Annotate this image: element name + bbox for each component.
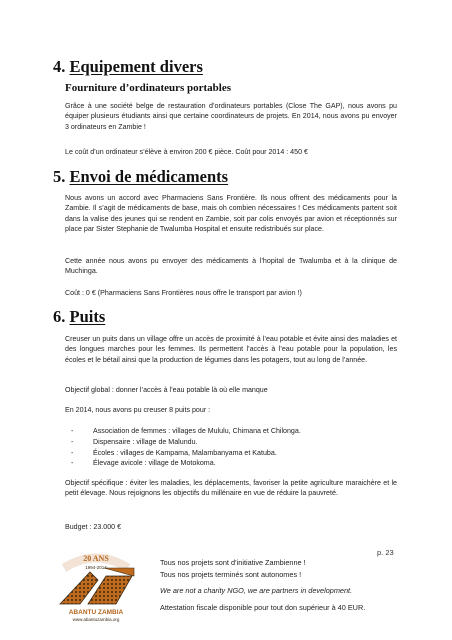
list-item: - Dispensaire : village de Malundu. <box>65 437 395 448</box>
wells-list <box>65 426 395 469</box>
list-item: - Écoles : villages de Kampama, Malambanyama et Katuba. <box>65 448 395 459</box>
logo-years: 1994-2014 <box>85 565 107 570</box>
page-number: p. 23 <box>377 548 394 557</box>
section-5-paragraph-3: Coût : 0 € (Pharmaciens Sans Frontières nous offre le transport par avion !) <box>65 289 302 297</box>
section-5-paragraph-2: Cette année nous avons pu envoyer des médicaments à l’hopital de Twalumba et à la clinique de Muchinga. <box>65 257 397 276</box>
section-5-number: 5. <box>53 167 66 186</box>
section-6-title: Puits <box>69 307 106 326</box>
footer-line-1: Tous nos projets sont d’initiative Zambienne ! <box>160 558 306 567</box>
section-4-paragraph-2: Le coût d’un ordinateur s’élève à environ 200 € pièce. Coût pour 2014 : 450 € <box>65 148 308 156</box>
section-5-paragraph-1: Nous avons un accord avec Pharmaciens Sans Frontière. Ils nous offrent des médicaments pour la Zambie. Il s’agit de médicaments de base, mais oh combien nécessaires ! Ces médicaments partent soit dans la valise des jeunes qui se rendent en Zambie, soit par colis envoyés par avion et réceptionnés sur place par Sister Stephanie de Twalumba Hospital et ensuite redistribués sur place. <box>65 194 397 234</box>
section-6-heading <box>53 307 105 327</box>
logo-name: ABANTU ZAMBIA <box>68 609 124 616</box>
section-6-number: 6. <box>53 307 66 326</box>
section-6-paragraph-3: En 2014, nous avons pu creuser 8 puits pour : <box>65 406 211 414</box>
footer-line-4: Attestation fiscale disponible pour tout don supérieur à 40 EUR. <box>160 603 366 612</box>
section-6-paragraph-2: Objectif global : donner l’accès à l’eau potable là où elle manque <box>65 386 268 394</box>
logo-anniversary: 20 ANS <box>83 554 109 563</box>
section-4-paragraph-1: Grâce à une société belge de restauration d’ordinateurs portables (Close The GAP), nous avons pu équiper plusieurs étudiants ainsi que certaine coordinateurs de projets. En 2014, nous avons pu envoyer 3 ordinateurs en Zambie ! <box>65 102 397 131</box>
section-4-title: Equipement divers <box>69 57 203 76</box>
footer-line-3: We are not a charity NGO, we are partners in development. <box>160 586 353 595</box>
section-4-subtitle: Fourniture d’ordinateurs portables <box>65 82 232 94</box>
abantu-zambia-logo <box>50 546 142 624</box>
section-6-paragraph-4: Objectif spécifique : éviter les maladies, les déplacements, favoriser la petite agriculture maraichère et le petit élevage. Nous rejoignons les objectifs du millénaire en vue de réduire la pauvreté. <box>65 479 397 498</box>
list-item: - Élevage avicole : village de Motokoma. <box>65 458 395 469</box>
section-4-heading <box>53 57 203 77</box>
section-5-heading <box>53 167 228 187</box>
list-item: - Association de femmes : villages de Mululu, Chimana et Chilonga. <box>65 426 395 437</box>
section-6-budget: Budget : 23.000 € <box>65 523 122 531</box>
footer-line-2: Tous nos projets terminés sont autonomes ! <box>160 570 302 579</box>
section-4-number: 4. <box>53 57 66 76</box>
logo-url: www.abantuzambia.org <box>72 617 120 622</box>
section-6-paragraph-1: Creuser un puits dans un village offre un accès de proximité à l’eau potable et évite ainsi des maladies et des longues marches pour les femmes. Ils permettent l’accès à l’eau potable pour la population, les écoles et le bétail ainsi que la production de légumes dans les potagers, tout au long de l’année. <box>65 335 397 364</box>
section-5-title: Envoi de médicaments <box>69 167 229 186</box>
